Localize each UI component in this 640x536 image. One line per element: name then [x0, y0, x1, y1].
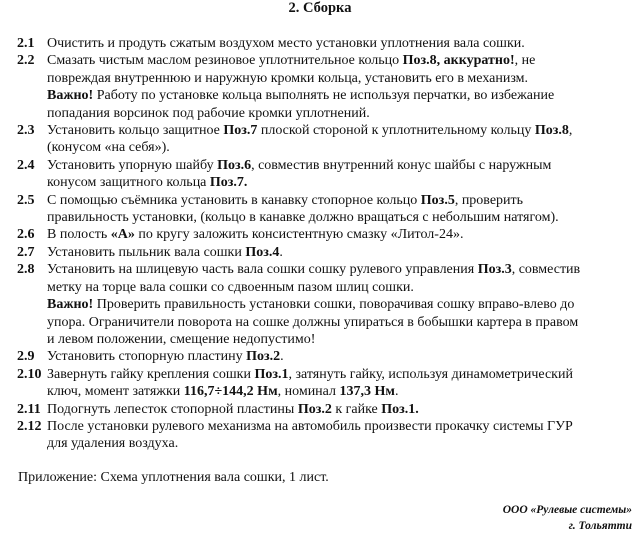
important-note: Важно! — [47, 297, 94, 313]
step-text: С помощью съёмника установить в канавку стопорное кольцо Поз.5, проверить правильность установки, (кольцо в канавке должно вращаться с небольшим натягом). — [47, 192, 559, 226]
step-text: Завернуть гайку крепления сошки Поз.1, затянуть гайку, используя динамометрический ключ, момент затяжки 116,7÷144,2 Нм, номинал 137,3 Нм. — [47, 366, 573, 400]
assembly-steps — [17, 35, 633, 453]
step-number: 2.5 — [17, 192, 35, 208]
step-2-10 — [17, 366, 633, 401]
step-2-2 — [17, 52, 633, 122]
torque-nominal: 137,3 Нм — [339, 384, 395, 400]
step-text: Смазать чистым маслом резиновое уплотнительное кольцо Поз.8, аккуратно!, не повреждая внутреннюю и наружную кромки кольца, установить его в механизм. Важно! Работу по установке кольца выполнять не используя перчатки, во избежание попадания ворсинок под рабочие кромки уплотнений. — [47, 53, 555, 121]
important-note: Важно! — [47, 88, 94, 104]
step-text: Очистить и продуть сжатым воздухом место установки уплотнения вала сошки. — [47, 36, 525, 51]
step-2-8 — [17, 261, 633, 348]
step-text: Установить кольцо защитное Поз.7 плоской стороной к уплотнительному кольцу Поз.8, (конусом «на себя»). — [47, 123, 573, 156]
step-2-9 — [17, 348, 633, 365]
step-number: 2.10 — [17, 366, 42, 382]
step-text: Установить стопорную пластину Поз.2. — [47, 349, 284, 365]
step-number: 2.8 — [17, 262, 35, 278]
step-2-5 — [17, 192, 633, 227]
step-2-7 — [17, 244, 633, 261]
step-number: 2.11 — [17, 401, 41, 417]
torque-range: 116,7÷144,2 Нм — [183, 384, 278, 400]
step-2-6 — [17, 226, 633, 243]
step-text: Установить пыльник вала сошки Поз.4. — [47, 244, 283, 260]
step-2-11 — [17, 401, 633, 418]
step-text: В полость «А» по кругу заложить консистентную смазку «Литол-24». — [47, 227, 464, 243]
step-text: После установки рулевого механизма на автомобиль произвести прокачку системы ГУР для удаления воздуха. — [47, 418, 573, 452]
step-text: Установить упорную шайбу Поз.6, совместив внутренний конус шайбы с наружным конусом защитного кольца Поз.7. — [47, 157, 552, 191]
page-title: 2. Сборка — [288, 0, 352, 16]
step-2-4 — [17, 157, 633, 192]
step-number: 2.2 — [17, 53, 35, 69]
footer — [503, 502, 632, 534]
step-2-1 — [17, 35, 633, 52]
step-text: Установить на шлицевую часть вала сошки сошку рулевого управления Поз.3, совместив метку на торце вала сошки со сдвоенным пазом шлиц сошки. Важно! Проверить правильность установки сошки, поворачивая сошку вправо-влево до упора. Ограничители поворота на сошке должны упираться в бобышки картера в правом и левом положении, смещение недопустимо! — [47, 262, 581, 347]
company-name: ООО «Рулевые системы» — [502, 504, 632, 516]
step-number: 2.3 — [17, 123, 35, 139]
city-name: г. Тольятти — [568, 520, 632, 532]
step-number: 2.1 — [17, 36, 35, 51]
step-number: 2.7 — [17, 244, 35, 260]
step-number: 2.12 — [17, 418, 42, 434]
step-2-12 — [17, 418, 633, 453]
step-number: 2.4 — [17, 157, 35, 173]
step-2-3 — [17, 122, 633, 157]
step-text: Подогнуть лепесток стопорной пластины Поз.2 к гайке Поз.1. — [47, 401, 419, 417]
step-number: 2.9 — [17, 349, 35, 365]
step-number: 2.6 — [17, 227, 35, 243]
appendix-note: Приложение: Схема уплотнения вала сошки, 1 лист. — [18, 470, 329, 485]
